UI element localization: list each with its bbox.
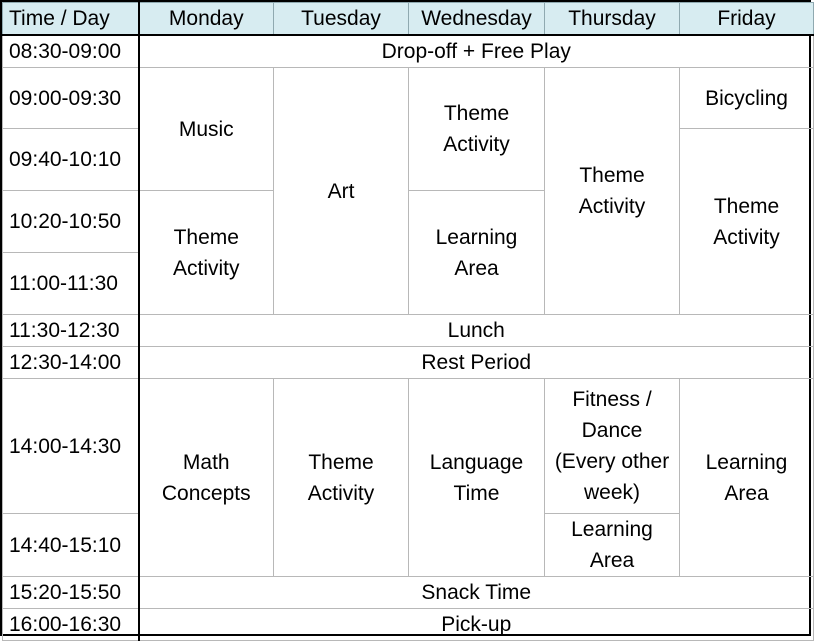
friday-theme-cell: [680, 129, 814, 315]
tuesday-theme-cell: [274, 379, 409, 577]
header-time-day: Time / Day: [3, 3, 139, 36]
time-cell: 12:30-14:00: [3, 347, 139, 379]
thursday-fitness-cell: [545, 379, 680, 514]
header-monday: Monday: [139, 3, 274, 36]
activity-label: Theme Activity: [713, 194, 780, 249]
table-row: [3, 577, 814, 609]
activity-label: Theme Activity: [307, 450, 375, 505]
monday-math-cell: [139, 379, 274, 577]
table-row: [3, 347, 814, 379]
activity-label: Art: [327, 179, 355, 203]
time-cell: 16:00-16:30: [3, 609, 139, 641]
wednesday-language-cell: [409, 379, 545, 577]
activity-label: Learning Area: [705, 450, 788, 505]
time-cell: 11:00-11:30: [3, 253, 139, 315]
friday-bicycling-cell: [680, 68, 814, 129]
header-thursday: Thursday: [545, 3, 680, 36]
time-cell: 14:40-15:10: [3, 514, 139, 577]
thursday-theme-cell: [545, 68, 680, 315]
wednesday-learning-cell: [409, 191, 545, 315]
thursday-learning-cell: [545, 514, 680, 577]
table-row: [3, 609, 814, 641]
activity-label: Theme Activity: [172, 225, 240, 280]
time-cell: 09:00-09:30: [3, 68, 139, 129]
time-cell: 14:00-14:30: [3, 379, 139, 514]
table-row: [3, 68, 814, 129]
wednesday-theme-cell: [409, 68, 545, 191]
tuesday-art-cell: [274, 68, 409, 315]
activity-label: Fitness / Dance (Every other week): [554, 388, 670, 504]
activity-label: Learning Area: [571, 518, 653, 572]
time-cell: 15:20-15:50: [3, 577, 139, 609]
lunch-cell: Lunch: [139, 315, 814, 347]
header-tuesday: Tuesday: [274, 3, 409, 36]
dropoff-cell: Drop-off + Free Play: [139, 35, 814, 68]
activity-label: Bicycling: [705, 86, 788, 110]
friday-learning-cell: [680, 379, 814, 577]
activity-label: Music: [178, 117, 234, 141]
table-row: [3, 315, 814, 347]
monday-music-cell: [139, 68, 274, 191]
header-row: [3, 3, 814, 36]
table-row: [3, 35, 814, 68]
time-cell: 09:40-10:10: [3, 129, 139, 191]
weekly-schedule-table: [2, 2, 814, 641]
monday-theme-cell: [139, 191, 274, 315]
activity-label: Language Time: [429, 450, 524, 505]
time-cell: 11:30-12:30: [3, 315, 139, 347]
activity-label: Math Concepts: [161, 450, 251, 505]
rest-cell: Rest Period: [139, 347, 814, 379]
table-row: [3, 379, 814, 514]
activity-label: Theme Activity: [578, 164, 646, 218]
header-wednesday: Wednesday: [409, 3, 545, 36]
activity-label: Theme Activity: [443, 102, 510, 156]
time-cell: 10:20-10:50: [3, 191, 139, 253]
snack-cell: Snack Time: [139, 577, 814, 609]
pickup-cell: Pick-up: [139, 609, 814, 641]
header-friday: Friday: [680, 3, 814, 36]
activity-label: Learning Area: [435, 225, 518, 280]
time-cell: 08:30-09:00: [3, 35, 139, 68]
